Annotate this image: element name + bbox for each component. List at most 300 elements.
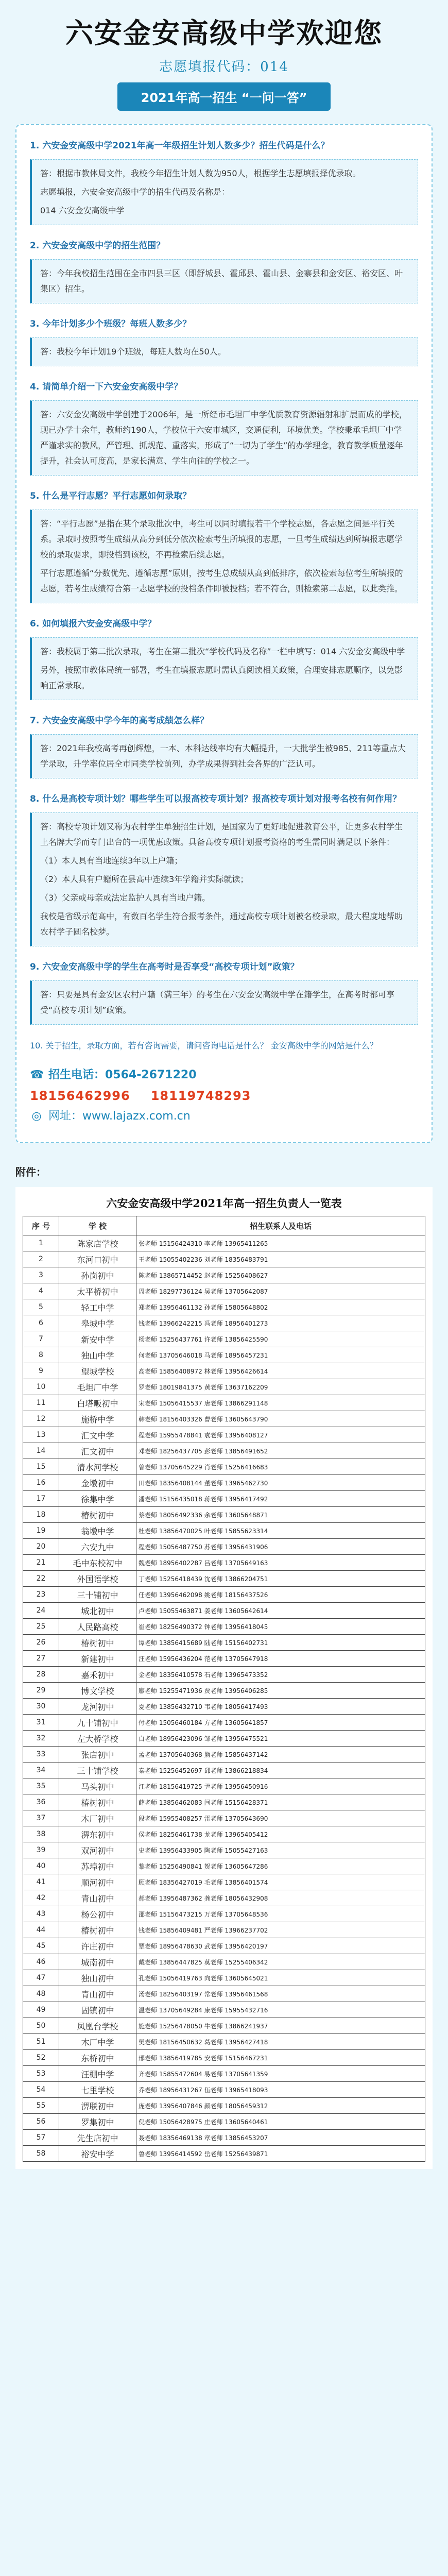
globe-icon: ◎ xyxy=(31,1110,42,1123)
contact-info: 黎老师 15256490841 贺老师 13605647286 xyxy=(136,1858,425,1874)
contact-info: 韩老师 18156403326 曹老师 13605643790 xyxy=(136,1411,425,1427)
table-row xyxy=(23,1267,425,1283)
row-number: 15 xyxy=(23,1459,59,1475)
school-name: 七里学校 xyxy=(59,2082,136,2098)
contact-info: 金老师 18356410578 石老师 13965473352 xyxy=(136,1667,425,1683)
school-name: 独山初中 xyxy=(59,1970,136,1986)
table-row xyxy=(23,1635,425,1651)
contact-info: 郑老师 13956461132 孙老师 15805648802 xyxy=(136,1299,425,1315)
school-name: 城南初中 xyxy=(59,1954,136,1970)
contact-info: 樊老师 18156450632 葛老师 13956427418 xyxy=(136,2034,425,2050)
school-name: 汪棚中学 xyxy=(59,2066,136,2082)
table-row xyxy=(23,1986,425,2002)
table-row xyxy=(23,2114,425,2130)
answer-paragraph: 答：2021年我校高考再创辉煌，一本、本科达线率均有大幅提升，一大批学生被985、211等重点大学录取，升学率位居全市同类学校前列，办学成果得到社会各界的广泛认可。 xyxy=(40,743,406,769)
answer-paragraph: 答：六安金安高级中学创建于2006年，是一所经市毛坦厂中学优质教育资源辐射和扩展而成的学校，现已办学十余年，教师约190人，学校位于六安市城区，交通便利，环境优美。学校秉承毛坦厂中学严谨求实的教风，严管理、抓规范、重落实，形成了“一切为了学生”的办学理念，教育教学质量逐年提升，社会认可度高，是家长满意、学生向往的学校之一。 xyxy=(40,410,407,466)
school-name: 青山初中 xyxy=(59,1986,136,2002)
row-number: 30 xyxy=(23,1699,59,1715)
contact-info: 钱老师 15856409481 严老师 13966237702 xyxy=(136,1922,425,1938)
table-row xyxy=(23,2018,425,2034)
row-number: 19 xyxy=(23,1523,59,1539)
row-number: 5 xyxy=(23,1299,59,1315)
contact-info: 戴老师 13856447825 莫老师 15255406342 xyxy=(136,1954,425,1970)
contact-info: 庞老师 13956407846 颜老师 18056459312 xyxy=(136,2098,425,2114)
table-title: 六安金安高级中学2021年高一招生负责人一览表 xyxy=(106,1197,342,1210)
contact-info: 谭老师 13856415689 陆老师 15156402731 xyxy=(136,1635,425,1651)
school-name: 外国语学校 xyxy=(59,1571,136,1587)
contact-info: 崔老师 18256490372 钟老师 13956418045 xyxy=(136,1619,425,1635)
table-row xyxy=(23,1890,425,1906)
contact-info: 夏老师 13856432710 韦老师 18056417493 xyxy=(136,1699,425,1715)
table-row xyxy=(23,1970,425,1986)
contact-info: 王老师 15055402236 刘老师 18356483791 xyxy=(136,1251,425,1267)
row-number: 48 xyxy=(23,1986,59,2002)
school-name: 先生店初中 xyxy=(59,2130,136,2146)
row-number: 46 xyxy=(23,1954,59,1970)
col-header-contacts: 招生联系人及电话 xyxy=(136,1216,425,1235)
row-number: 24 xyxy=(23,1603,59,1619)
school-name: 椿树初中 xyxy=(59,1635,136,1651)
row-number: 40 xyxy=(23,1858,59,1874)
row-number: 52 xyxy=(23,2050,59,2066)
table-row xyxy=(23,1651,425,1667)
row-number: 21 xyxy=(23,1555,59,1571)
school-name: 九十铺初中 xyxy=(59,1715,136,1731)
school-name: 双河初中 xyxy=(59,1842,136,1858)
contact-info: 杜老师 13856470025 叶老师 15855623314 xyxy=(136,1523,425,1539)
row-number: 4 xyxy=(23,1283,59,1299)
row-number: 44 xyxy=(23,1922,59,1938)
answer-paragraph: 014 六安金安高级中学 xyxy=(40,206,125,215)
contact-info: 倪老师 15056428975 庄老师 13605640461 xyxy=(136,2114,425,2130)
contact-info: 孟老师 13705640368 熊老师 15856437142 xyxy=(136,1747,425,1762)
school-name: 淠东初中 xyxy=(59,1826,136,1842)
row-number: 49 xyxy=(23,2002,59,2018)
contact-info: 丁老师 15256418439 沈老师 13866204751 xyxy=(136,1571,425,1587)
school-name: 龙河初中 xyxy=(59,1699,136,1715)
contact-info: 邓老师 18256437705 彭老师 13856491652 xyxy=(136,1443,425,1459)
row-number: 54 xyxy=(23,2082,59,2098)
contact-info: 罗老师 18019841375 黄老师 13637162209 xyxy=(136,1379,425,1395)
contact-info: 汤老师 18256403197 常老师 13956461568 xyxy=(136,1986,425,2002)
contact-info: 魏老师 18956402287 吕老师 13705649163 xyxy=(136,1555,425,1571)
table-row xyxy=(23,1347,425,1363)
contact-info: 施老师 15256478050 牛老师 13866241937 xyxy=(136,2018,425,2034)
table-row xyxy=(23,1778,425,1794)
row-number: 50 xyxy=(23,2018,59,2034)
school-name: 汇文中学 xyxy=(59,1427,136,1443)
table-row xyxy=(23,1762,425,1778)
table-row xyxy=(23,1363,425,1379)
row-number: 53 xyxy=(23,2066,59,2082)
school-name: 凤凰台学校 xyxy=(59,2018,136,2034)
enrollment-code: 志愿填报代码：014 xyxy=(159,59,289,75)
row-number: 55 xyxy=(23,2098,59,2114)
contact-info: 张老师 15156424310 李老师 13965411265 xyxy=(136,1235,425,1251)
table-row xyxy=(23,1954,425,1970)
row-number: 1 xyxy=(23,1235,59,1251)
row-number: 28 xyxy=(23,1667,59,1683)
table-row xyxy=(23,1842,425,1858)
table-row xyxy=(23,1491,425,1507)
table-row xyxy=(23,1810,425,1826)
table-row xyxy=(23,2066,425,2082)
answer-paragraph: 答：今年我校招生范围在全市四县三区（即舒城县、霍邱县、霍山县、金寨县和金安区、裕安区、叶集区）招生。 xyxy=(40,268,403,294)
school-name: 青山初中 xyxy=(59,1890,136,1906)
table-row xyxy=(23,1858,425,1874)
table-row xyxy=(23,1411,425,1427)
contact-info: 田老师 18356408144 董老师 13965462730 xyxy=(136,1475,425,1491)
table-row xyxy=(23,1299,425,1315)
row-number: 8 xyxy=(23,1347,59,1363)
contact-info: 郝老师 13956487362 龚老师 18056432908 xyxy=(136,1890,425,1906)
table-row xyxy=(23,2050,425,2066)
question: 8. 什么是高校专项计划？哪些学生可以报高校专项计划？报高校专项计划对报考名校有何作用？ xyxy=(30,794,402,804)
col-header-school: 学 校 xyxy=(59,1216,136,1235)
table-row xyxy=(23,1619,425,1635)
school-name: 汇文初中 xyxy=(59,1443,136,1459)
row-number: 33 xyxy=(23,1747,59,1762)
table-row xyxy=(23,2146,425,2162)
row-number: 58 xyxy=(23,2146,59,2162)
row-number: 12 xyxy=(23,1411,59,1427)
answer xyxy=(30,637,418,700)
row-number: 10 xyxy=(23,1379,59,1395)
school-name: 博文学校 xyxy=(59,1683,136,1699)
table-row xyxy=(23,1938,425,1954)
contact-info: 付老师 15056460184 方老师 13605641857 xyxy=(136,1715,425,1731)
school-name: 毛坦厂中学 xyxy=(59,1379,136,1395)
row-number: 36 xyxy=(23,1794,59,1810)
row-number: 16 xyxy=(23,1475,59,1491)
row-number: 42 xyxy=(23,1890,59,1906)
answer xyxy=(30,510,418,603)
table-row xyxy=(23,1475,425,1491)
contact-info: 邵老师 15156473215 万老师 13705648536 xyxy=(136,1906,425,1922)
school-name: 淠联初中 xyxy=(59,2098,136,2114)
table-row xyxy=(23,1667,425,1683)
contact-info: 白老师 18956423096 邹老师 13956475521 xyxy=(136,1731,425,1747)
answer-paragraph: 答：只要是具有金安区农村户籍（满三年）的考生在六安金安高级中学在籍学生，在高考时都可享受“高校专项计划”政策。 xyxy=(40,990,395,1015)
school-name: 嘉禾初中 xyxy=(59,1667,136,1683)
mobile-row xyxy=(30,1086,418,1106)
contact-info: 何老师 13705646018 马老师 18956457231 xyxy=(136,1347,425,1363)
contact-info: 高老师 15856408972 林老师 13956426614 xyxy=(136,1363,425,1379)
answer xyxy=(30,812,418,946)
table-row xyxy=(23,1331,425,1347)
school-name: 椿树初中 xyxy=(59,1794,136,1810)
answer xyxy=(30,400,418,476)
answer-paragraph: 平行志愿遵循“分数优先、遵循志愿”原则，按考生总成绩从高到低排序，依次检索每位考生所填报的志愿，若考生成绩符合第一志愿学校的投档条件即被投档；若不符合，则检索第二志愿，以此类推。 xyxy=(40,568,403,594)
row-number: 56 xyxy=(23,2114,59,2130)
school-name: 清水河学校 xyxy=(59,1459,136,1475)
contact-info: 顾老师 18356427019 毛老师 13856401574 xyxy=(136,1874,425,1890)
qa-item xyxy=(30,960,418,1025)
mobile-number: 18156462996 xyxy=(30,1089,130,1103)
school-name: 三十铺学校 xyxy=(59,1762,136,1778)
qa-card xyxy=(15,124,433,1143)
school-name: 白塔畈初中 xyxy=(59,1395,136,1411)
contact-info: 秦老师 15256452697 邱老师 13866218834 xyxy=(136,1762,425,1778)
answer xyxy=(30,734,418,778)
table-row xyxy=(23,1459,425,1475)
school-name: 木厂初中 xyxy=(59,1810,136,1826)
table-row xyxy=(23,2130,425,2146)
contact-info: 江老师 18156419725 尹老师 13956450916 xyxy=(136,1778,425,1794)
row-number: 39 xyxy=(23,1842,59,1858)
website-row xyxy=(30,1106,418,1127)
contact-info: 乔老师 18956431267 伍老师 13965418093 xyxy=(136,2082,425,2098)
contact-info: 孔老师 15056419763 向老师 13605645021 xyxy=(136,1970,425,1986)
mobile-number: 18119748293 xyxy=(150,1089,251,1103)
row-number: 7 xyxy=(23,1331,59,1347)
school-name: 皋城中学 xyxy=(59,1315,136,1331)
contact-info: 侯老师 18256461738 龙老师 13965405412 xyxy=(136,1826,425,1842)
contact-info: 邢老师 13856419785 安老师 15156467231 xyxy=(136,2050,425,2066)
table-row xyxy=(23,1251,425,1267)
school-name: 马头初中 xyxy=(59,1778,136,1794)
table-row xyxy=(23,1283,425,1299)
contact-info: 杨老师 15256437761 许老师 13856425590 xyxy=(136,1331,425,1347)
school-name: 椿树初中 xyxy=(59,1922,136,1938)
table-row xyxy=(23,1715,425,1731)
school-name: 许庄初中 xyxy=(59,1938,136,1954)
answer-paragraph: 答：我校今年计划19个班级，每班人数均在50人。 xyxy=(40,347,226,357)
row-number: 38 xyxy=(23,1826,59,1842)
recruiter-table-panel xyxy=(15,1187,433,2169)
table-row xyxy=(23,2002,425,2018)
table-row xyxy=(23,1874,425,1890)
school-name: 左大桥学校 xyxy=(59,1731,136,1747)
row-number: 13 xyxy=(23,1427,59,1443)
phone-icon: ☎ xyxy=(30,1069,44,1081)
table-row xyxy=(23,1539,425,1555)
table-row xyxy=(23,1443,425,1459)
page-title: 六安金安高级中学欢迎您 xyxy=(65,16,383,49)
row-number: 25 xyxy=(23,1619,59,1635)
school-name: 陈家店学校 xyxy=(59,1235,136,1251)
row-number: 29 xyxy=(23,1683,59,1699)
table-row xyxy=(23,1427,425,1443)
answer-paragraph: 答：我校属于第二批次录取，考生在第二批次“学校代码及名称”一栏中填写：014 六安金安高级中学 xyxy=(40,647,405,656)
col-header-no: 序 号 xyxy=(23,1216,59,1235)
contact-info: 汪老师 15956436204 范老师 13705647918 xyxy=(136,1651,425,1667)
qa-list xyxy=(30,139,418,1025)
answer-paragraph: （3）父亲或母亲或法定监护人具有当地户籍。 xyxy=(40,893,211,903)
contact-info: 曾老师 13705645229 肖老师 15256416683 xyxy=(136,1459,425,1475)
table-row xyxy=(23,2082,425,2098)
school-name: 人民路高校 xyxy=(59,1619,136,1635)
table-row xyxy=(23,1922,425,1938)
contact-info: 程老师 15955478841 袁老师 13956408127 xyxy=(136,1427,425,1443)
contact-info: 宋老师 15056415537 唐老师 13866291148 xyxy=(136,1395,425,1411)
answer-paragraph: 我校是省级示范高中，有数百名学生符合报考条件，通过高校专项计划被名校录取，最大程度地帮助农村学子圆名校梦。 xyxy=(40,911,403,937)
table-header-row xyxy=(23,1216,425,1235)
answer-paragraph: 答：高校专项计划又称为农村学生单独招生计划，是国家为了更好地促进教育公平，让更多农村学生上名牌大学而专门出台的一项优惠政策。具备高校专项计划报考资格的考生需同时满足以下条件： xyxy=(40,822,403,847)
table-row xyxy=(23,1603,425,1619)
school-name: 三十铺初中 xyxy=(59,1587,136,1603)
contact-info: 段老师 15955408257 雷老师 13705643690 xyxy=(136,1810,425,1826)
school-name: 太平桥初中 xyxy=(59,1283,136,1299)
table-row xyxy=(23,1794,425,1810)
table-row xyxy=(23,2098,425,2114)
qa-item xyxy=(30,139,418,225)
school-name: 顺河初中 xyxy=(59,1874,136,1890)
table-row xyxy=(23,1906,425,1922)
school-name: 固镇初中 xyxy=(59,2002,136,2018)
school-name: 东河口初中 xyxy=(59,1251,136,1267)
contact-info: 薛老师 13856462083 闫老师 15156428371 xyxy=(136,1794,425,1810)
answer-paragraph: 另外，按照市教体局统一部署，考生在填报志愿时需认真阅读相关政策，合理安排志愿顺序，以免影响正常录取。 xyxy=(40,665,403,690)
table-body xyxy=(23,1235,425,2162)
school-name: 东桥初中 xyxy=(59,2050,136,2066)
contact-info: 鲁老师 13956414592 岳老师 15256439871 xyxy=(136,2146,425,2162)
school-name: 翁墩中学 xyxy=(59,1523,136,1539)
row-number: 18 xyxy=(23,1507,59,1523)
table-row xyxy=(23,2034,425,2050)
school-name: 施桥中学 xyxy=(59,1411,136,1427)
question: 6. 如何填报六安金安高级中学？ xyxy=(30,619,157,629)
school-name: 杨公初中 xyxy=(59,1906,136,1922)
qa-item xyxy=(30,792,418,946)
table-row xyxy=(23,1235,425,1251)
qa-item xyxy=(30,617,418,700)
school-name: 轻工中学 xyxy=(59,1299,136,1315)
answer xyxy=(30,259,418,303)
answer-paragraph: 答：“平行志愿”是指在某个录取批次中，考生可以同时填报若干个学校志愿，各志愿之间是平行关系。录取时按照考生成绩从高分到低分依次检索考生所填报的志愿，一旦考生成绩达到所填报志愿学校的录取要求，即投档到该校，不再检索后续志愿。 xyxy=(40,519,403,560)
table-row xyxy=(23,1571,425,1587)
row-number: 43 xyxy=(23,1906,59,1922)
school-name: 椿树初中 xyxy=(59,1507,136,1523)
contact-info: 程老师 15056487750 苏老师 13956431906 xyxy=(136,1539,425,1555)
row-number: 22 xyxy=(23,1571,59,1587)
table-row xyxy=(23,1683,425,1699)
contact-info: 廖老师 15255471936 贾老师 13956406285 xyxy=(136,1683,425,1699)
table-row xyxy=(23,1587,425,1603)
question: 4. 请简单介绍一下六安金安高级中学？ xyxy=(30,382,183,392)
school-name: 罗集初中 xyxy=(59,2114,136,2130)
table-row xyxy=(23,1731,425,1747)
row-number: 34 xyxy=(23,1762,59,1778)
school-name: 新安中学 xyxy=(59,1331,136,1347)
table-row xyxy=(23,1523,425,1539)
table-row xyxy=(23,1747,425,1762)
qa-item xyxy=(30,239,418,303)
contact-info: 史老师 13956433905 陶老师 15055427163 xyxy=(136,1842,425,1858)
contact-info: 陈老师 13865714452 赵老师 15256408627 xyxy=(136,1267,425,1283)
contact-info: 钱老师 13966242215 冯老师 18956401273 xyxy=(136,1315,425,1331)
contact-info: 温老师 13705649284 康老师 15955432716 xyxy=(136,2002,425,2018)
answer xyxy=(30,159,418,225)
row-number: 41 xyxy=(23,1874,59,1890)
school-name: 六安九中 xyxy=(59,1539,136,1555)
table-row xyxy=(23,1555,425,1571)
question: 5. 什么是平行志愿？平行志愿如何录取？ xyxy=(30,491,192,501)
row-number: 11 xyxy=(23,1395,59,1411)
table-row xyxy=(23,1379,425,1395)
school-name: 望城学校 xyxy=(59,1363,136,1379)
question: 2. 六安金安高级中学的招生范围？ xyxy=(30,241,165,251)
row-number: 45 xyxy=(23,1938,59,1954)
contact-info: 蔡老师 18056492336 余老师 13605648871 xyxy=(136,1507,425,1523)
answer-paragraph: 志愿填报，六安金安高级中学的招生代码及名称是： xyxy=(40,187,230,197)
answer xyxy=(30,980,418,1025)
contact-info: 聂老师 18356469138 章老师 13856453207 xyxy=(136,2130,425,2146)
header xyxy=(0,0,448,111)
school-name: 苏埠初中 xyxy=(59,1858,136,1874)
answer-paragraph: 答：根据市教体局文件，我校今年招生计划人数为950人，根据学生志愿填报择优录取。 xyxy=(40,168,361,178)
contact-block xyxy=(30,1065,418,1127)
row-number: 32 xyxy=(23,1731,59,1747)
row-number: 3 xyxy=(23,1267,59,1283)
phone-row xyxy=(30,1065,418,1086)
question: 1. 六安金安高级中学2021年高一年级招生计划人数多少？招生代码是什么？ xyxy=(30,141,330,151)
closing-question: 10. 关于招生，录取方面，若有咨询需要，请问咨询电话是什么？ 金安高级中学的网站是什么？ xyxy=(30,1041,378,1050)
qa-item xyxy=(30,714,418,778)
contact-info: 覃老师 18956478630 武老师 13956420197 xyxy=(136,1938,425,1954)
school-name: 木厂中学 xyxy=(59,2034,136,2050)
table-row xyxy=(23,1507,425,1523)
school-name: 新建初中 xyxy=(59,1651,136,1667)
attachment-label: 附件： xyxy=(15,1166,46,1178)
qa-item xyxy=(30,317,418,366)
row-number: 6 xyxy=(23,1315,59,1331)
contact-info: 卢老师 15055463871 姜老师 13605642614 xyxy=(136,1603,425,1619)
row-number: 47 xyxy=(23,1970,59,1986)
contact-info: 任老师 13956462098 姚老师 18156437526 xyxy=(136,1587,425,1603)
contact-info: 齐老师 15855472604 易老师 13705641359 xyxy=(136,2066,425,2082)
row-number: 27 xyxy=(23,1651,59,1667)
row-number: 2 xyxy=(23,1251,59,1267)
phone-number: 招生电话：0564-2671220 xyxy=(48,1069,197,1081)
answer xyxy=(30,337,418,366)
row-number: 20 xyxy=(23,1539,59,1555)
question: 9. 六安金安高级中学的学生在高考时是否享受“高校专项计划”政策？ xyxy=(30,962,299,972)
question: 3. 今年计划多少个班级？每班人数多少？ xyxy=(30,319,192,329)
school-name: 独山中学 xyxy=(59,1347,136,1363)
question: 7. 六安金安高级中学今年的高考成绩怎么样？ xyxy=(30,716,209,726)
table-row xyxy=(23,1395,425,1411)
school-name: 毛中东校初中 xyxy=(59,1555,136,1571)
row-number: 57 xyxy=(23,2130,59,2146)
qa-banner: 2021年高一招生 “一问一答” xyxy=(117,82,331,111)
school-name: 孙岗初中 xyxy=(59,1267,136,1283)
answer-paragraph: （1）本人具有当地连续3年以上户籍； xyxy=(40,856,183,866)
row-number: 26 xyxy=(23,1635,59,1651)
qa-item xyxy=(30,380,418,476)
row-number: 31 xyxy=(23,1715,59,1731)
school-name: 张店初中 xyxy=(59,1747,136,1762)
table-row xyxy=(23,1699,425,1715)
row-number: 51 xyxy=(23,2034,59,2050)
contact-info: 潘老师 15156435018 蒋老师 13956417492 xyxy=(136,1491,425,1507)
contact-info: 周老师 18297736124 吴老师 13705642087 xyxy=(136,1283,425,1299)
row-number: 17 xyxy=(23,1491,59,1507)
answer-paragraph: （2）本人具有户籍所在县高中连续3年学籍并实际就读； xyxy=(40,874,249,884)
table-row xyxy=(23,1826,425,1842)
row-number: 35 xyxy=(23,1778,59,1794)
school-name: 裕安中学 xyxy=(59,2146,136,2162)
table-row xyxy=(23,1315,425,1331)
qa-item xyxy=(30,489,418,603)
row-number: 37 xyxy=(23,1810,59,1826)
school-name: 城北初中 xyxy=(59,1603,136,1619)
school-name: 金墩初中 xyxy=(59,1475,136,1491)
row-number: 23 xyxy=(23,1587,59,1603)
website-link[interactable]: 网址：www.lajazx.com.cn xyxy=(48,1110,191,1123)
row-number: 9 xyxy=(23,1363,59,1379)
school-name: 徐集中学 xyxy=(59,1491,136,1507)
